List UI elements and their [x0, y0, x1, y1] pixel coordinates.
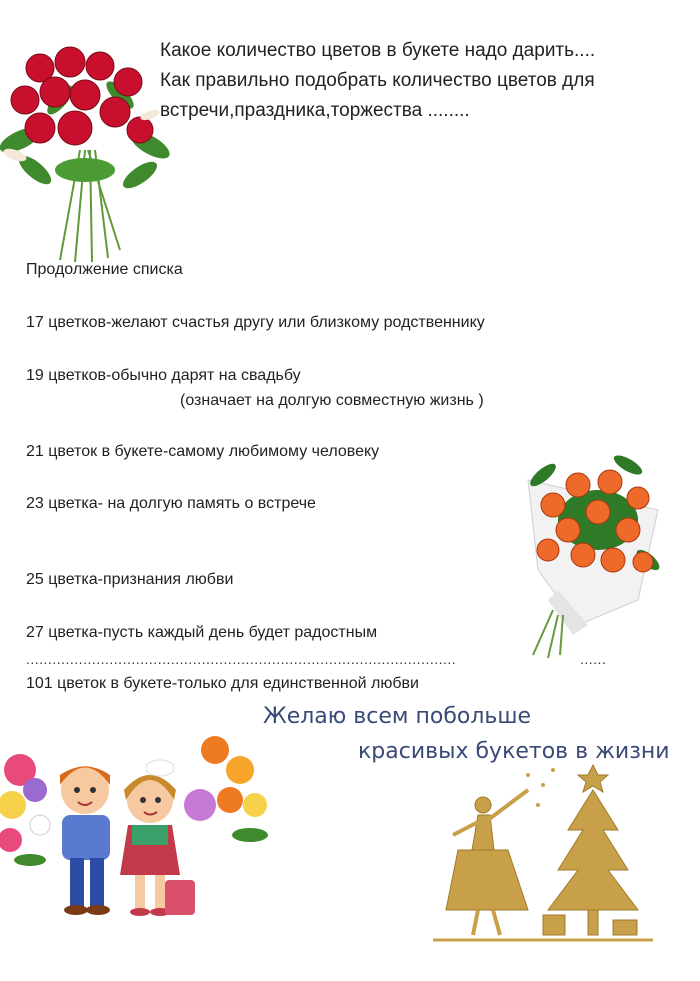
dotted-separator: .................................................................................................. — [26, 651, 457, 667]
red-rose-bouquet-image — [0, 40, 170, 270]
section-title: Продолжение списка — [26, 261, 183, 278]
children-with-flowers-image — [0, 730, 280, 930]
list-item: 19 цветков-обычно дарят на свадьбу — [26, 367, 301, 384]
list-item: 101 цветок в букете-только для единственной любви — [26, 675, 419, 692]
list-item: 17 цветков-желают счастья другу или близкому родственнику — [26, 314, 485, 331]
header-line-1: Какое количество цветов в букете надо дарить.... — [160, 40, 596, 61]
wish-line-2: красивых букетов в жизни — [358, 739, 670, 764]
header-text — [160, 36, 690, 126]
orange-rose-bouquet-image — [518, 450, 668, 660]
list-item: 21 цветок в букете-самому любимому человеку — [26, 443, 380, 460]
header-line-3: встречи,праздника,торжества ........ — [160, 100, 470, 121]
dotted-separator-short: ...... — [580, 651, 607, 667]
list-item: 25 цветка-признания любви — [26, 571, 234, 588]
dancer-and-tree-image — [428, 760, 658, 950]
list-item-note: (означает на долгую совместную жизнь ) — [180, 392, 484, 409]
list-item: 27 цветка-пусть каждый день будет радостным — [26, 624, 378, 641]
wish-line-1: Желаю всем побольше — [263, 704, 532, 729]
header-line-2: Как правильно подобрать количество цветов для — [160, 70, 595, 91]
list-item: 23 цветка- на долгую память о встрече — [26, 495, 316, 512]
